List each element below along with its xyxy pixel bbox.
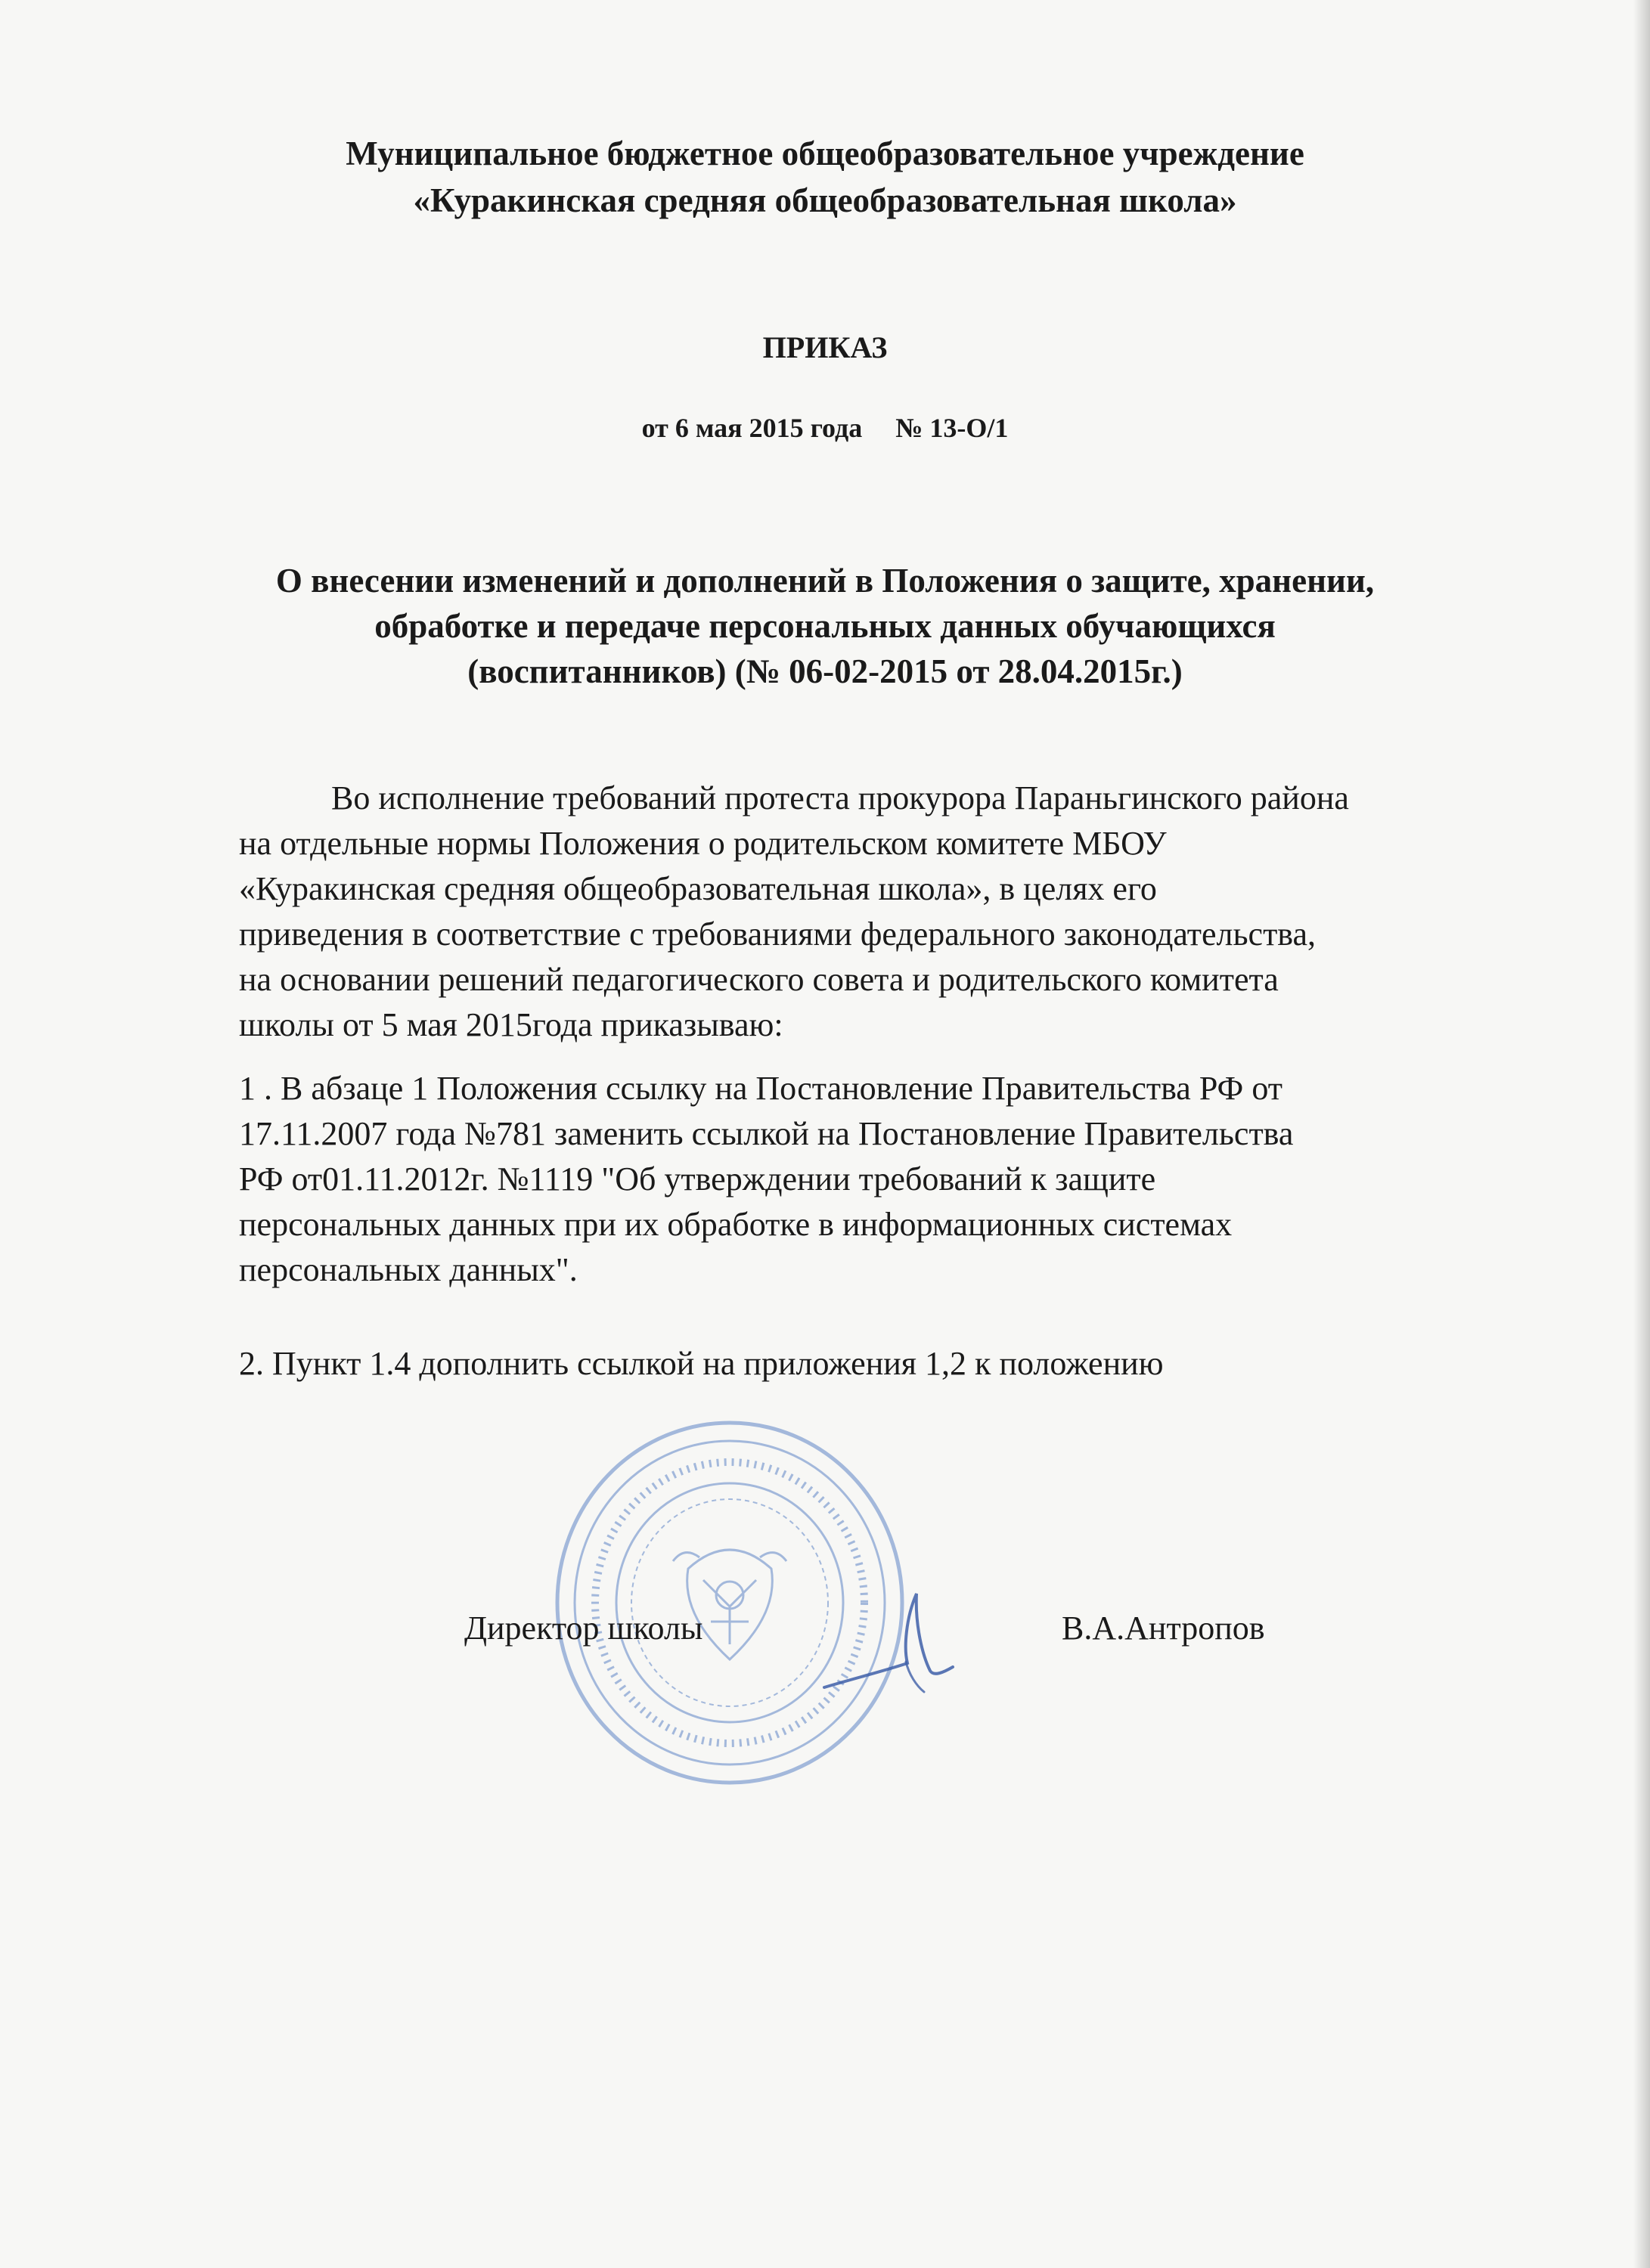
order-number: № 13-О/1	[895, 413, 1009, 443]
order-subject	[0, 558, 1650, 694]
org-name-line-1: Муниципальное бюджетное общеобразовательное учреждение	[346, 135, 1304, 172]
intro-line: приведения в соответствие с требованиями федерального законодательства,	[239, 916, 1317, 953]
item-2-paragraph	[239, 1341, 1540, 1387]
item-1-line: персональных данных при их обработке в информационных системах	[239, 1206, 1233, 1243]
item-1-line: РФ от01.11.2012г. №1119 "Об утверждении требований к защите	[239, 1160, 1156, 1198]
item-1-line: 1 . В абзаце 1 Положения ссылку на Постановление Правительства РФ от	[239, 1070, 1282, 1107]
intro-line: на основании решений педагогического совета и родительского комитета	[239, 961, 1279, 998]
intro-line: Во исполнение требований протеста прокурора Параньгинского района	[331, 779, 1349, 816]
signatory-name: В.А.Антропов	[1062, 1610, 1265, 1647]
subject-line-3: (воспитанников) (№ 06-02-2015 от 28.04.2015г.)	[467, 652, 1183, 690]
subject-line-2: обработке и передаче персональных данных обучающихся	[374, 607, 1276, 645]
handwritten-signature	[817, 1572, 968, 1724]
intro-line: на отдельные нормы Положения о родительском комитете МБОУ	[239, 825, 1167, 862]
item-1-paragraph	[239, 1066, 1540, 1293]
signatory-role: Директор школы	[464, 1610, 703, 1647]
organization-header	[0, 130, 1650, 224]
order-date: от 6 мая 2015 года	[641, 413, 863, 443]
subject-line-1: О внесении изменений и дополнений в Положения о защите, хранении,	[275, 562, 1375, 600]
order-title: ПРИКАЗ	[762, 330, 888, 364]
intro-line: «Куракинская средняя общеобразовательная школа», в целях его	[239, 870, 1157, 907]
item-1-line: персональных данных".	[239, 1251, 578, 1288]
item-2-line: 2. Пункт 1.4 дополнить ссылкой на приложения 1,2 к положению	[239, 1345, 1164, 1382]
intro-line: школы от 5 мая 2015года приказываю:	[239, 1006, 783, 1043]
item-1-line: 17.11.2007 года №781 заменить ссылкой на Постановление Правительства	[239, 1115, 1294, 1152]
intro-paragraph	[239, 776, 1540, 1048]
org-name-line-2: «Куракинская средняя общеобразовательная школа»	[413, 181, 1237, 219]
order-date-line	[0, 412, 1650, 444]
